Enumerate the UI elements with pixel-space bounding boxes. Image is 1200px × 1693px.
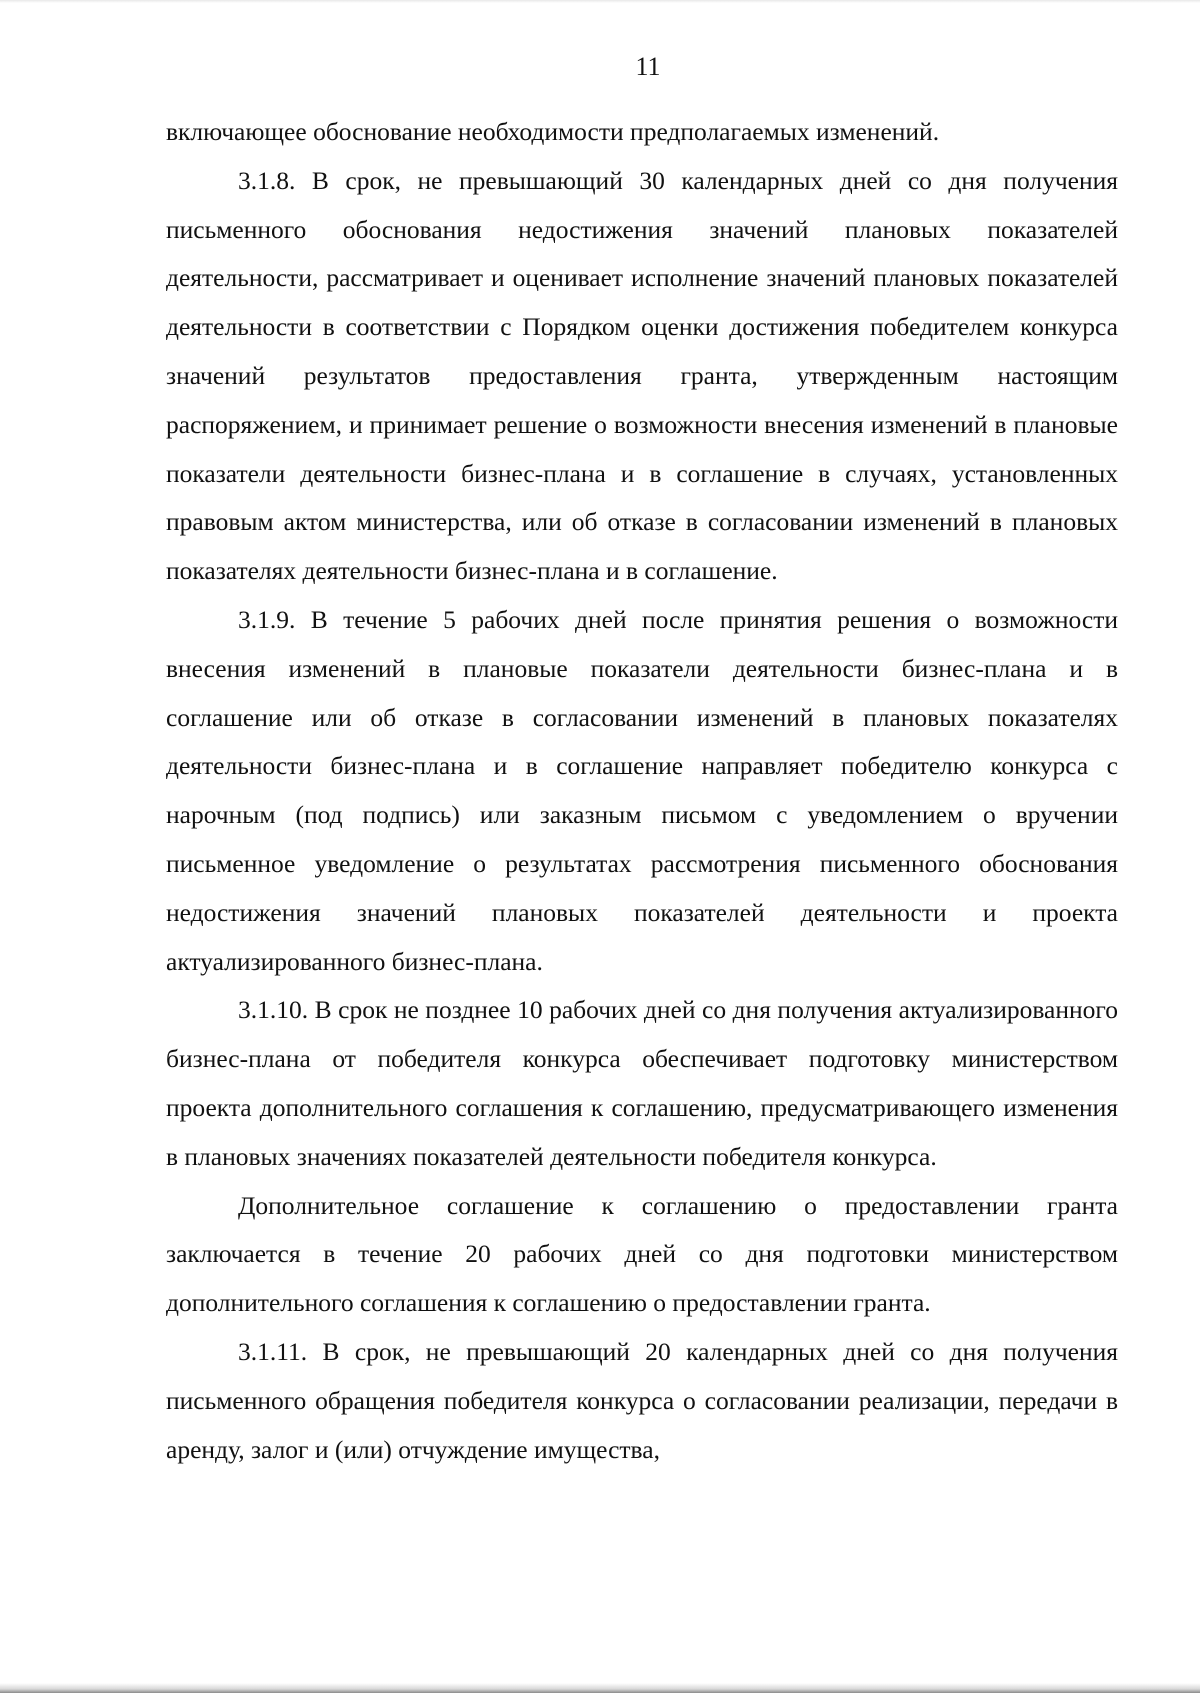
document-body [166,108,1118,1474]
paragraph-additional-agreement: Дополнительное соглашение к соглашению о предоставлении гранта заключается в течение 20 рабочих дней со дня подготовки министерством дополнительного соглашения к соглашению о предоставлении гранта. [166,1190,1118,1318]
page-number: 11 [635,52,661,81]
paragraph-intro-continuation: включающее обоснование необходимости предполагаемых изменений. [166,117,940,146]
scan-bottom-edge [0,1683,1200,1693]
paragraph-clause-3-1-9: 3.1.9. В течение 5 рабочих дней после принятия решения о возможности внесения изменений в плановые показатели деятельности бизнес-плана и в соглашение или об отказе в согласовании изменений в плановых показателях деятельности бизнес-плана и в соглашение направляет победителю конкурса с нарочным (под подпись) или заказным письмом с уведомлением о вручении письменное уведомление о результатах рассмотрения письменного обоснования недостижения значений плановых показателей деятельности и проекта актуализированного бизнес-плана. [166,604,1118,976]
scan-top-edge [0,0,1200,3]
paragraph-clause-3-1-11: 3.1.11. В срок, не превышающий 20 календарных дней со дня получения письменного обращения победителя конкурса о согласовании реализации, передачи в аренду, залог и (или) отчуждение имущества, [166,1336,1118,1464]
paragraph-clause-3-1-10: 3.1.10. В срок не позднее 10 рабочих дней со дня получения актуализированного бизнес-плана от победителя конкурса обеспечивает подготовку министерством проекта дополнительного соглашения к соглашению, предусматривающего изменения в плановых значениях показателей деятельности победителя конкурса. [166,995,1118,1171]
paragraph-clause-3-1-8: 3.1.8. В срок, не превышающий 30 календарных дней со дня получения письменного обоснования недостижения значений плановых показателей деятельности, рассматривает и оценивает исполнение значений плановых показателей деятельности в соответствии с Порядком оценки достижения победителем конкурса значений результатов предоставления гранта, утвержденным настоящим распоряжением, и принимает решение о возможности внесения изменений в плановые показатели деятельности бизнес-плана и в соглашение в случаях, установленных правовым актом министерства, или об отказе в согласовании изменений в плановых показателях деятельности бизнес-плана и в соглашение. [166,165,1118,586]
